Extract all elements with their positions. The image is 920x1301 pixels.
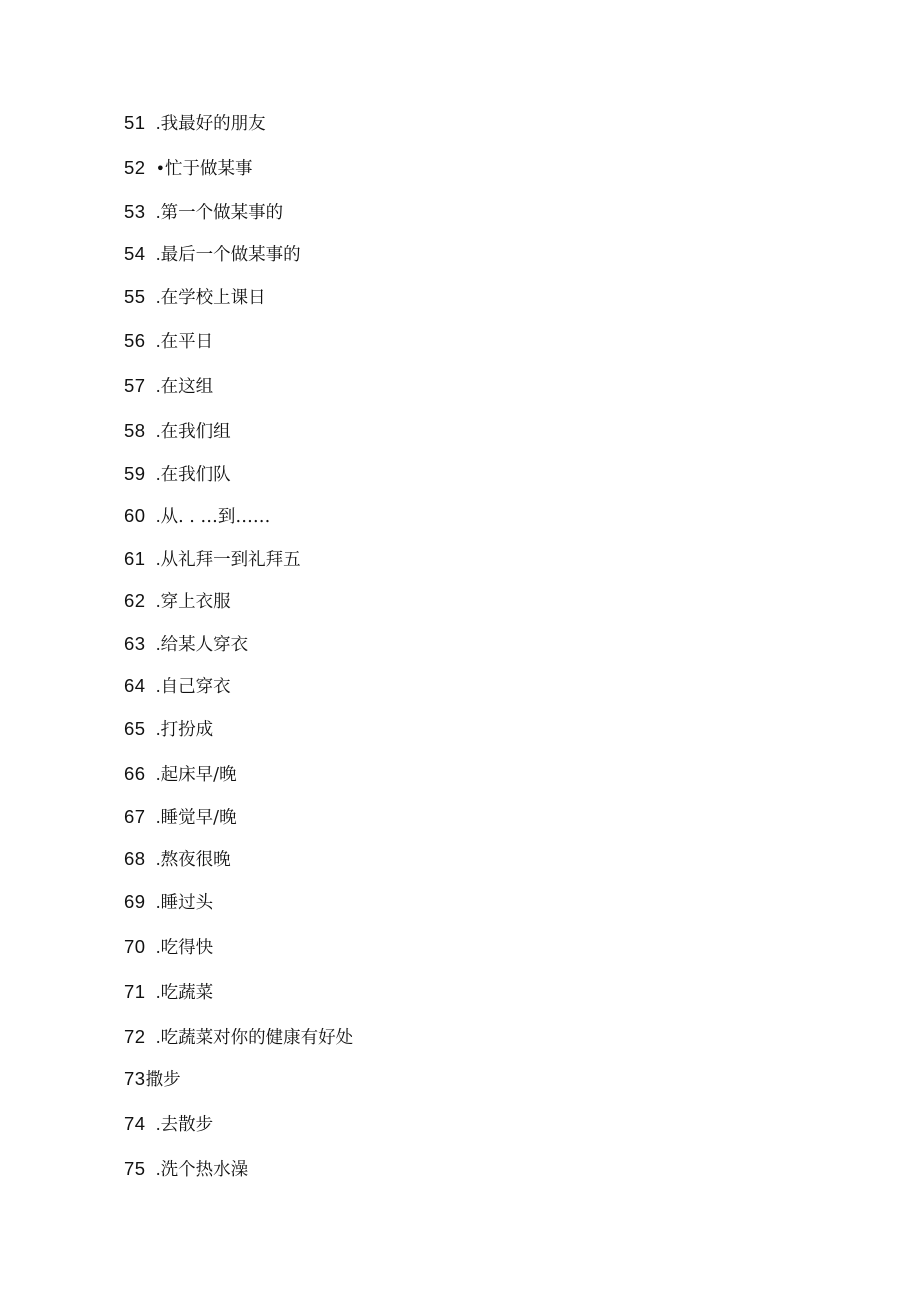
- entry-number: 72: [124, 1026, 146, 1047]
- entry-separator: .: [155, 592, 161, 611]
- phrase-entry: [124, 544, 353, 575]
- entry-text: 去散步: [160, 1115, 214, 1135]
- entry-separator: .: [155, 765, 161, 784]
- phrase-entry: [124, 629, 353, 660]
- entry-separator: .: [155, 1160, 161, 1179]
- entry-separator: .: [155, 893, 161, 912]
- entry-number: 75: [124, 1158, 146, 1179]
- entry-text: 吃蔬菜对你的健康有好处: [160, 1028, 354, 1048]
- phrase-entry: [124, 197, 353, 228]
- entry-number: 69: [124, 891, 146, 912]
- phrase-entry: [124, 887, 353, 918]
- entry-separator: .: [155, 635, 161, 654]
- entry-separator: .: [155, 245, 161, 264]
- entry-number: 60: [124, 505, 146, 526]
- entry-number: 56: [124, 330, 146, 351]
- entry-separator: .: [155, 377, 161, 396]
- entry-text: 起床早/晚: [160, 765, 237, 785]
- phrase-entry: [124, 844, 353, 875]
- phrase-entry: [124, 282, 353, 313]
- entry-text: 自己穿衣: [160, 677, 231, 697]
- entry-separator: .: [155, 850, 161, 869]
- entry-number: 71: [124, 981, 146, 1002]
- entry-number: 57: [124, 375, 146, 396]
- phrase-entry: [124, 1154, 353, 1185]
- entry-number: 67: [124, 806, 146, 827]
- entry-number: 66: [124, 763, 146, 784]
- entry-text: 洗个热水澡: [160, 1160, 249, 1180]
- entry-number: 52: [124, 157, 146, 178]
- entry-number: 61: [124, 548, 146, 569]
- entry-text: 吃蔬菜: [160, 983, 214, 1003]
- entry-number: 59: [124, 463, 146, 484]
- entry-number: 53: [124, 201, 146, 222]
- phrase-entry: [124, 714, 353, 745]
- entry-text: 在学校上课日: [160, 288, 266, 308]
- phrase-entry: [124, 1109, 353, 1140]
- entry-number: 51: [124, 112, 146, 133]
- entry-separator: .: [155, 288, 161, 307]
- phrase-entry: [124, 108, 353, 139]
- entry-number: 73: [124, 1068, 146, 1089]
- phrase-entry: [124, 586, 353, 617]
- phrase-entry: [124, 459, 353, 490]
- entry-text: 睡觉早/晚: [160, 808, 237, 828]
- phrase-entry: [124, 501, 353, 532]
- entry-separator: .: [155, 1028, 161, 1047]
- entry-text: 给某人穿衣: [160, 635, 249, 655]
- entry-number: 70: [124, 936, 146, 957]
- entry-separator: .: [155, 332, 161, 351]
- entry-text: 在我们队: [160, 465, 231, 485]
- phrase-entry: [124, 239, 353, 270]
- entry-number: 74: [124, 1113, 146, 1134]
- entry-separator: .: [155, 507, 161, 526]
- phrase-entry: [124, 326, 353, 357]
- entry-separator: .: [155, 422, 161, 441]
- phrase-entry: [124, 416, 353, 447]
- entry-text: 最后一个做某事的: [160, 245, 301, 265]
- phrase-entry: [124, 759, 353, 790]
- entry-separator: .: [155, 465, 161, 484]
- entry-text: 在这组: [160, 377, 214, 397]
- phrase-entry: [124, 802, 353, 833]
- entry-separator: .: [155, 1115, 161, 1134]
- entry-text: 撒步: [145, 1070, 181, 1090]
- entry-text: 忙于做某事: [165, 159, 253, 179]
- entry-text: 吃得快: [160, 938, 214, 958]
- entry-number: 58: [124, 420, 146, 441]
- phrase-entry: [124, 1022, 353, 1053]
- entry-separator: .: [155, 550, 161, 569]
- phrase-entry: [124, 153, 353, 184]
- entry-text: 打扮成: [160, 720, 214, 740]
- entry-text: 睡过头: [160, 893, 214, 913]
- entry-separator: .: [155, 938, 161, 957]
- entry-text: 熬夜很晚: [160, 850, 231, 870]
- entry-separator: .: [155, 203, 161, 222]
- entry-separator: .: [155, 808, 161, 827]
- entry-text: 第一个做某事的: [160, 203, 284, 223]
- phrase-list: [124, 108, 353, 1185]
- phrase-entry: [124, 932, 353, 963]
- entry-number: 65: [124, 718, 146, 739]
- entry-separator: .: [155, 677, 161, 696]
- entry-number: 68: [124, 848, 146, 869]
- phrase-entry: [124, 671, 353, 702]
- entry-number: 54: [124, 243, 146, 264]
- entry-number: 64: [124, 675, 146, 696]
- entry-separator: .: [155, 720, 161, 739]
- entry-text: 穿上衣服: [160, 592, 231, 612]
- entry-number: 63: [124, 633, 146, 654]
- entry-number: 55: [124, 286, 146, 307]
- phrase-entry: [124, 977, 353, 1008]
- phrase-entry: [124, 371, 353, 402]
- entry-text: 在我们组: [160, 422, 231, 442]
- entry-text: 从礼拜一到礼拜五: [160, 550, 301, 570]
- phrase-entry: [124, 1064, 353, 1095]
- entry-text: 我最好的朋友: [160, 114, 266, 134]
- entry-text: 从. . …到……: [160, 507, 271, 527]
- entry-separator: .: [155, 983, 161, 1002]
- entry-number: 62: [124, 590, 146, 611]
- entry-separator: .: [155, 114, 161, 133]
- entry-separator: •: [155, 159, 166, 178]
- entry-text: 在平日: [160, 332, 214, 352]
